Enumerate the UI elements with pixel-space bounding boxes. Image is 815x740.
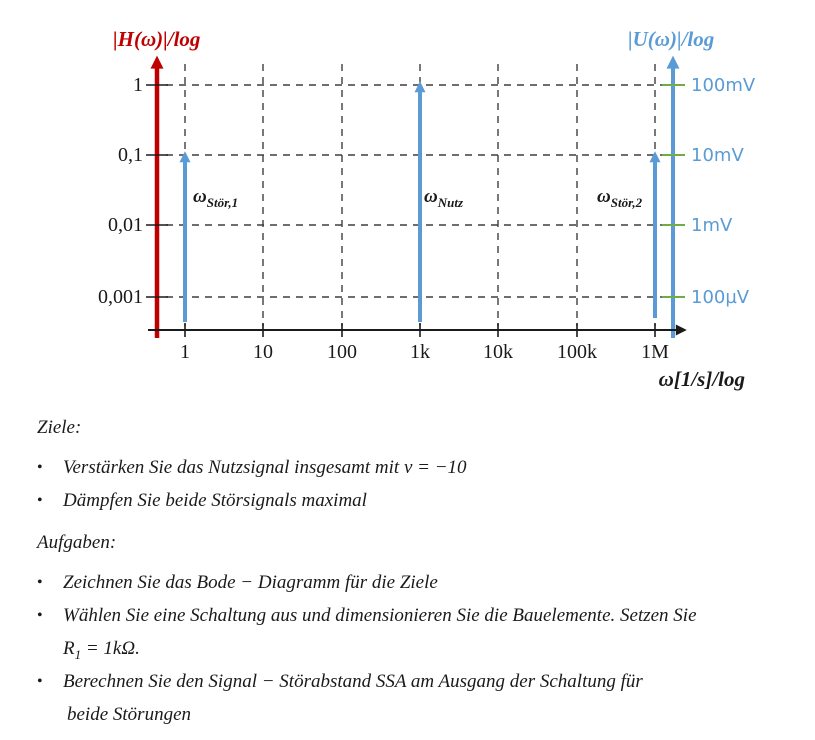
- signal-subscript: Nutz: [437, 195, 464, 210]
- bullet-line: Zeichnen Sie das Bode − Diagramm für die Ziele: [63, 572, 438, 593]
- ziele-list: [37, 451, 815, 517]
- x-tick-1: 1: [180, 341, 190, 363]
- signal-subscript: Stör,2: [610, 195, 643, 210]
- x-tick-100k: 100k: [557, 341, 597, 363]
- bullet-line: Wählen Sie eine Schaltung aus und dimensionieren Sie die Bauelemente. Setzen Sie: [63, 605, 697, 626]
- formula-rest: = 1kΩ.: [81, 638, 140, 659]
- list-item: [37, 484, 815, 517]
- u-tick-1mv: 1mV: [691, 215, 733, 236]
- exercise-text: [0, 400, 815, 731]
- x-tick-100: 100: [327, 341, 357, 363]
- bullet-text: [63, 599, 697, 665]
- h-tick-0p001: 0,001: [98, 286, 143, 308]
- bullet-text: [63, 451, 467, 484]
- list-item: [37, 566, 815, 599]
- h-tick-1: 1: [133, 74, 143, 96]
- aufgaben-heading: Aufgaben:: [37, 532, 117, 553]
- bullet-icon: •: [37, 574, 43, 591]
- h-axis-label: |H(ω)|/log: [113, 27, 201, 51]
- signal-label-stoer2: [597, 186, 643, 210]
- bullet-icon: •: [37, 492, 43, 509]
- bullet-text: [63, 665, 643, 731]
- u-tick-10mv: 10mV: [691, 145, 744, 166]
- bullet-icon: •: [37, 459, 43, 476]
- signal-label-stoer1: [193, 186, 238, 210]
- bullet-line: Dämpfen Sie beide Störsignals maximal: [63, 490, 367, 511]
- formula-base: R: [63, 638, 75, 659]
- formula-r1: [63, 632, 697, 665]
- x-tick-10: 10: [253, 341, 273, 363]
- bullet-text: [63, 484, 367, 517]
- u-tick-100mv: 100mV: [691, 75, 756, 96]
- formula-subscript: 1: [74, 646, 82, 662]
- aufgaben-list: [37, 566, 815, 731]
- h-tick-0p1: 0,1: [118, 144, 143, 166]
- bullet-icon: •: [37, 607, 43, 624]
- signal-label-nutz: [424, 186, 464, 210]
- signal-omega: ω: [424, 186, 438, 207]
- signal-subscript: Stör,1: [206, 195, 239, 210]
- list-item: [37, 451, 815, 484]
- signal-omega: ω: [597, 186, 611, 207]
- bullet-line: Verstärken Sie das Nutzsignal insgesamt mit v = −10: [63, 457, 467, 478]
- bullet-line: beide Störungen: [67, 704, 192, 725]
- bullet-icon: •: [37, 673, 43, 690]
- x-axis-label: ω[1/s]/log: [658, 367, 745, 391]
- x-tick-1m: 1M: [641, 341, 669, 363]
- signal-omega: ω: [193, 186, 207, 207]
- x-tick-1k: 1k: [410, 341, 430, 363]
- u-axis-label: |U(ω)|/log: [628, 27, 715, 51]
- bullet-line: Berechnen Sie den Signal − Störabstand SSA am Ausgang der Schaltung für: [63, 671, 643, 692]
- signal-arrows: [185, 90, 655, 322]
- list-item: [37, 599, 815, 665]
- list-item: [37, 665, 815, 731]
- bullet-text: [63, 566, 438, 599]
- x-tick-10k: 10k: [483, 341, 513, 363]
- ziele-heading: Ziele:: [37, 417, 82, 438]
- u-tick-100uv: 100µV: [691, 287, 750, 308]
- h-tick-0p01: 0,01: [108, 214, 143, 236]
